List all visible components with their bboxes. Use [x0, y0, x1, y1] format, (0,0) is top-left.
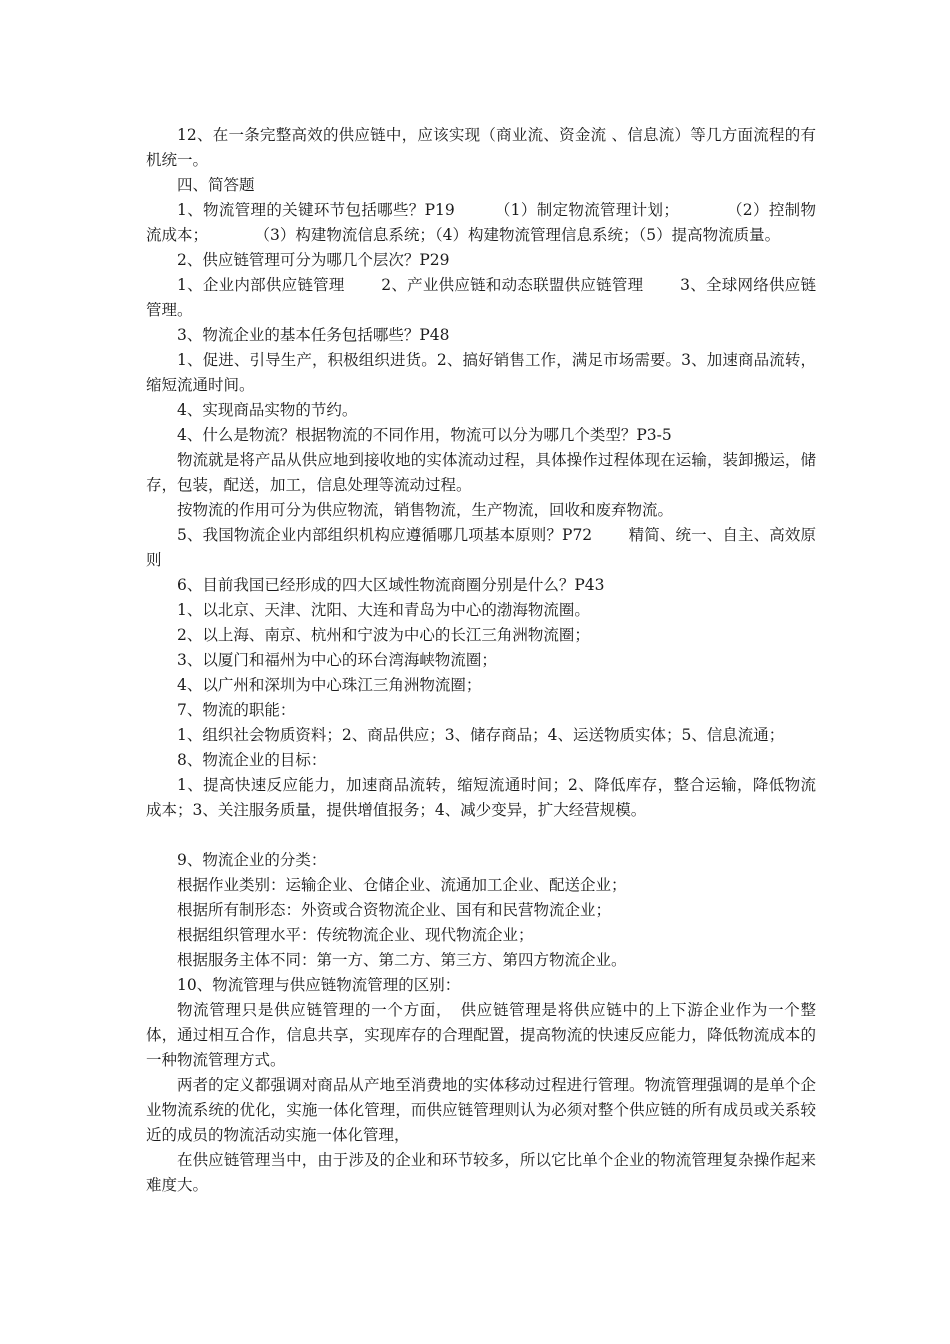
paragraph: 按物流的作用可分为供应物流，销售物流，生产物流，回收和废弃物流。 [177, 501, 674, 519]
paragraph: 4、实现商品实物的节约。 [177, 401, 358, 419]
paragraph: 12、在一条完整高效的供应链中，应该实现（商业流、资金流 、信息流）等几方面流程的有机统一。 [146, 126, 816, 169]
paragraph: 根据作业类别：运输企业、仓储企业、流通加工企业、配送企业； [177, 876, 627, 894]
blank-line [146, 823, 816, 848]
paragraph: 1、组织社会物质资料；2、商品供应；3、储存商品；4、运送物质实体；5、信息流通； [177, 726, 785, 744]
paragraph: 8、物流企业的目标： [177, 751, 327, 769]
paragraph: 物流就是将产品从供应地到接收地的实体流动过程，具体操作过程体现在运输，装卸搬运，储存，包装，配送，加工，信息处理等流动过程。 [146, 451, 816, 494]
paragraph: 3、以厦门和福州为中心的环台湾海峡物流圈； [177, 651, 497, 669]
paragraph: 2、供应链管理可分为哪几个层次？P29 [177, 251, 450, 269]
paragraph: 3、物流企业的基本任务包括哪些？P48 [177, 326, 450, 344]
paragraph: 根据服务主体不同：第一方、第二方、第三方、第四方物流企业。 [177, 951, 627, 969]
paragraph: 7、物流的职能： [177, 701, 296, 719]
paragraph: 4、什么是物流？根据物流的不同作用，物流可以分为哪几个类型？P3-5 [177, 426, 672, 444]
document-body [146, 123, 816, 1198]
paragraph: 1、促进、引导生产，积极组织进货。2、搞好销售工作，满足市场需要。3、加速商品流转，缩短流通时间。 [146, 351, 816, 394]
paragraph: 四、简答题 [177, 176, 255, 194]
paragraph: 1、企业内部供应链管理 2、产业供应链和动态联盟供应链管理 3、全球网络供应链管理。 [146, 276, 816, 319]
paragraph: 6、目前我国已经形成的四大区域性物流商圈分别是什么？P43 [177, 576, 605, 594]
paragraph: 根据所有制形态：外资或合资物流企业、国有和民营物流企业； [177, 901, 612, 919]
paragraph: 1、物流管理的关键环节包括哪些？P19 （1）制定物流管理计划； （2）控制物流成本； （3）构建物流信息系统；（4）构建物流管理信息系统；（5）提高物流质量。 [146, 201, 816, 244]
paragraph: 1、以北京、天津、沈阳、大连和青岛为中心的渤海物流圈。 [177, 601, 590, 619]
paragraph: 10、物流管理与供应链物流管理的区别： [177, 976, 461, 994]
paragraph: 2、以上海、南京、杭州和宁波为中心的长江三角洲物流圈； [177, 626, 590, 644]
paragraph: 在供应链管理当中，由于涉及的企业和环节较多，所以它比单个企业的物流管理复杂操作起来难度大。 [146, 1151, 816, 1194]
paragraph: 1、提高快速反应能力，加速商品流转，缩短流通时间；2、降低库存，整合运输，降低物流成本；3、关注服务质量，提供增值报务；4、减少变异，扩大经营规模。 [146, 776, 816, 819]
paragraph: 5、我国物流企业内部组织机构应遵循哪几项基本原则？P72 精简、统一、自主、高效原则 [146, 526, 816, 569]
paragraph: 两者的定义都强调对商品从产地至消费地的实体移动过程进行管理。物流管理强调的是单个企业物流系统的优化，实施一体化管理，而供应链管理则认为必须对整个供应链的所有成员或关系较近的成员的物流活动实施一体化管理， [146, 1076, 816, 1144]
paragraph: 9、物流企业的分类： [177, 851, 327, 869]
paragraph: 4、以广州和深圳为中心珠江三角洲物流圈； [177, 676, 482, 694]
paragraph: 根据组织管理水平：传统物流企业、现代物流企业； [177, 926, 534, 944]
paragraph: 物流管理只是供应链管理的一个方面， 供应链管理是将供应链中的上下游企业作为一个整体，通过相互合作，信息共享，实现库存的合理配置，提高物流的快速反应能力，降低物流成本的一种物流管理方式。 [146, 1001, 816, 1069]
